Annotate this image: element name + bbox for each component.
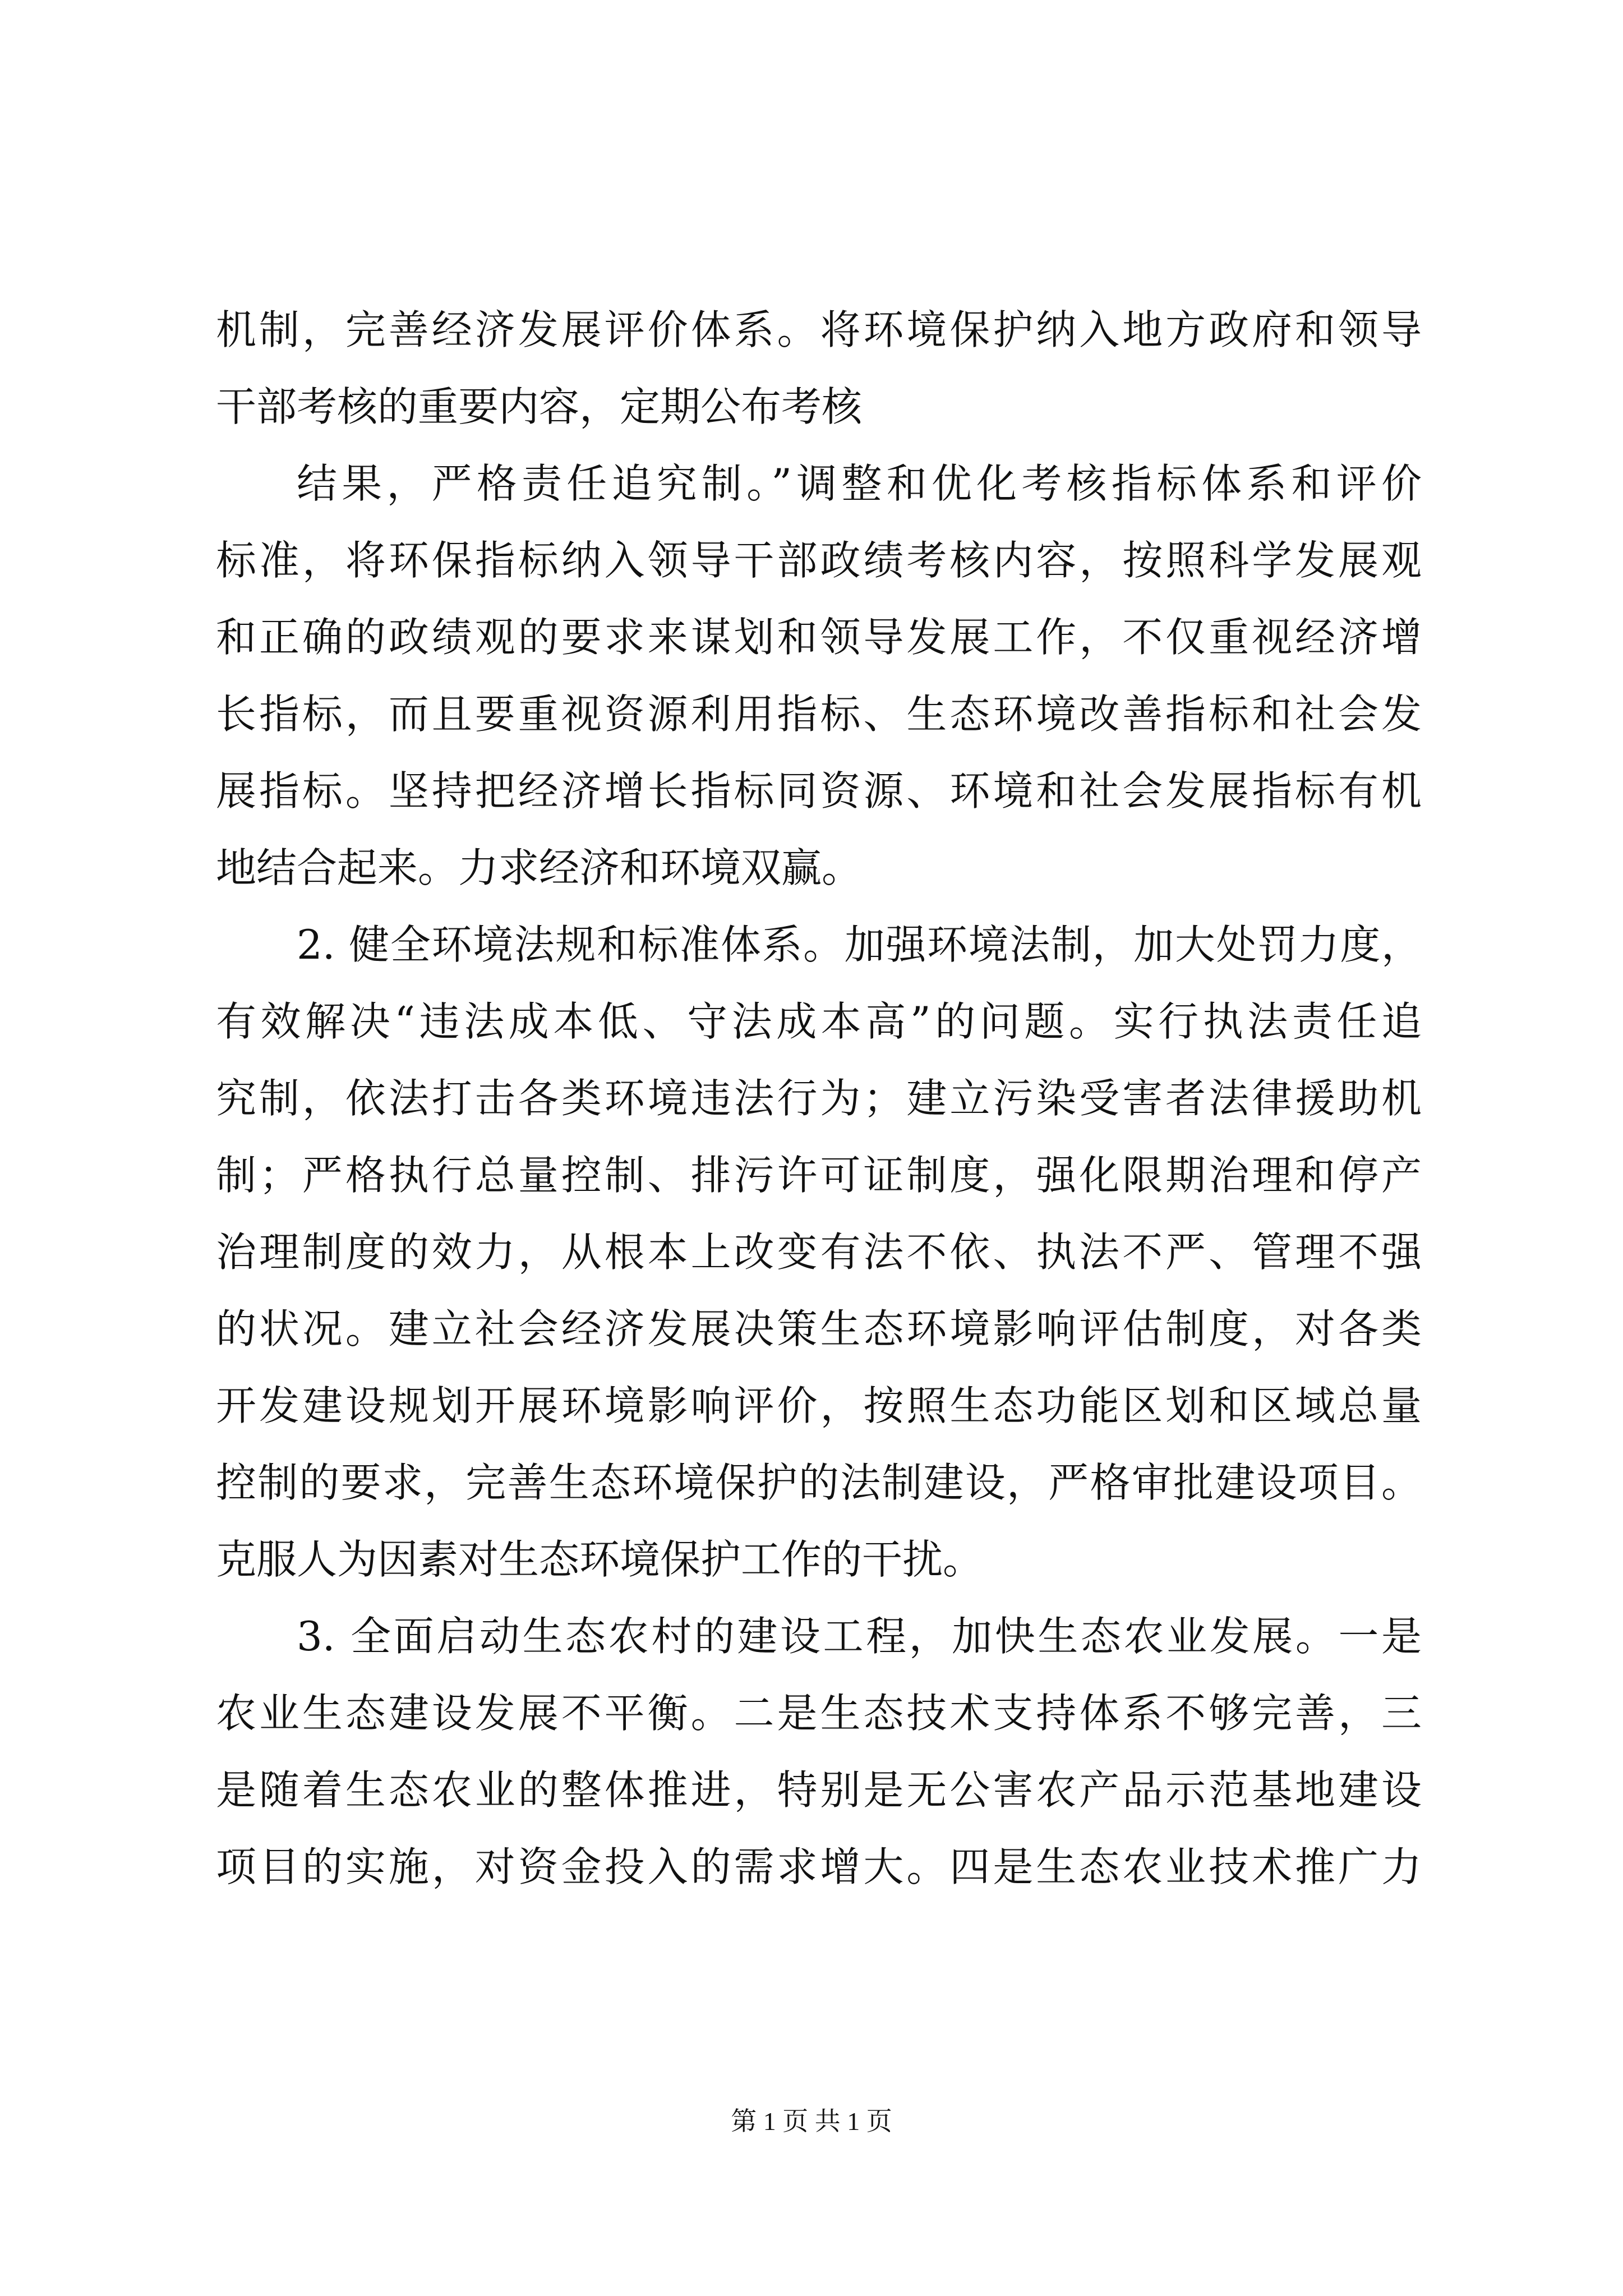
text-line: 治理制度的效力，从根本上改变有法不依、执法不严、管理不强 <box>216 1228 1422 1276</box>
paragraph-4 <box>216 1598 1422 1906</box>
text-line: 项目的实施，对资金投入的需求增大。四是生态农业技术推广力 <box>216 1843 1422 1890</box>
text-line: 控制的要求，完善生态环境保护的法制建设，严格审批建设项目。 <box>216 1459 1422 1506</box>
paragraph-2 <box>216 445 1422 907</box>
text-line: 和正确的政绩观的要求来谋划和领导发展工作，不仅重视经济增 <box>216 614 1422 661</box>
text-line: 2. 健全环境法规和标准体系。加强环境法制，加大处罚力度， <box>297 921 1422 968</box>
text-line: 3. 全面启动生态农村的建设工程，加快生态农业发展。一是 <box>297 1613 1422 1660</box>
document-body <box>216 292 1422 1906</box>
text-line: 制；严格执行总量控制、排污许可证制度，强化限期治理和停产 <box>216 1152 1422 1199</box>
paragraph-1 <box>216 292 1422 445</box>
text-line: 农业生态建设发展不平衡。二是生态技术支持体系不够完善，三 <box>216 1690 1422 1737</box>
text-line: 干部考核的重要内容，定期公布考核 <box>216 383 863 430</box>
text-line: 展指标。坚持把经济增长指标同资源、环境和社会发展指标有机 <box>216 767 1422 815</box>
text-line: 长指标，而且要重视资源利用指标、生态环境改善指标和社会发 <box>216 691 1422 738</box>
text-line: 地结合起来。力求经济和环境双赢。 <box>216 844 863 891</box>
text-line: 标准，将环保指标纳入领导干部政绩考核内容，按照科学发展观 <box>216 537 1422 584</box>
text-line: 结果，严格责任追究制。”调整和优化考核指标体系和评价 <box>297 460 1422 507</box>
text-line: 究制，依法打击各类环境违法行为；建立污染受害者法律援助机 <box>216 1075 1422 1122</box>
text-line: 开发建设规划开展环境影响评价，按照生态功能区划和区域总量 <box>216 1382 1422 1429</box>
page-footer: 第 1 页 共 1 页 <box>731 2107 892 2136</box>
paragraph-3 <box>216 907 1422 1598</box>
text-line: 机制，完善经济发展评价体系。将环境保护纳入地方政府和领导 <box>216 306 1422 353</box>
text-line: 克服人为因素对生态环境保护工作的干扰。 <box>216 1536 984 1583</box>
text-line: 的状况。建立社会经济发展决策生态环境影响评估制度，对各类 <box>216 1305 1422 1352</box>
text-line: 有效解决“违法成本低、守法成本高”的问题。实行执法责任追 <box>216 998 1422 1045</box>
text-line: 是随着生态农业的整体推进，特别是无公害农产品示范基地建设 <box>216 1766 1422 1814</box>
